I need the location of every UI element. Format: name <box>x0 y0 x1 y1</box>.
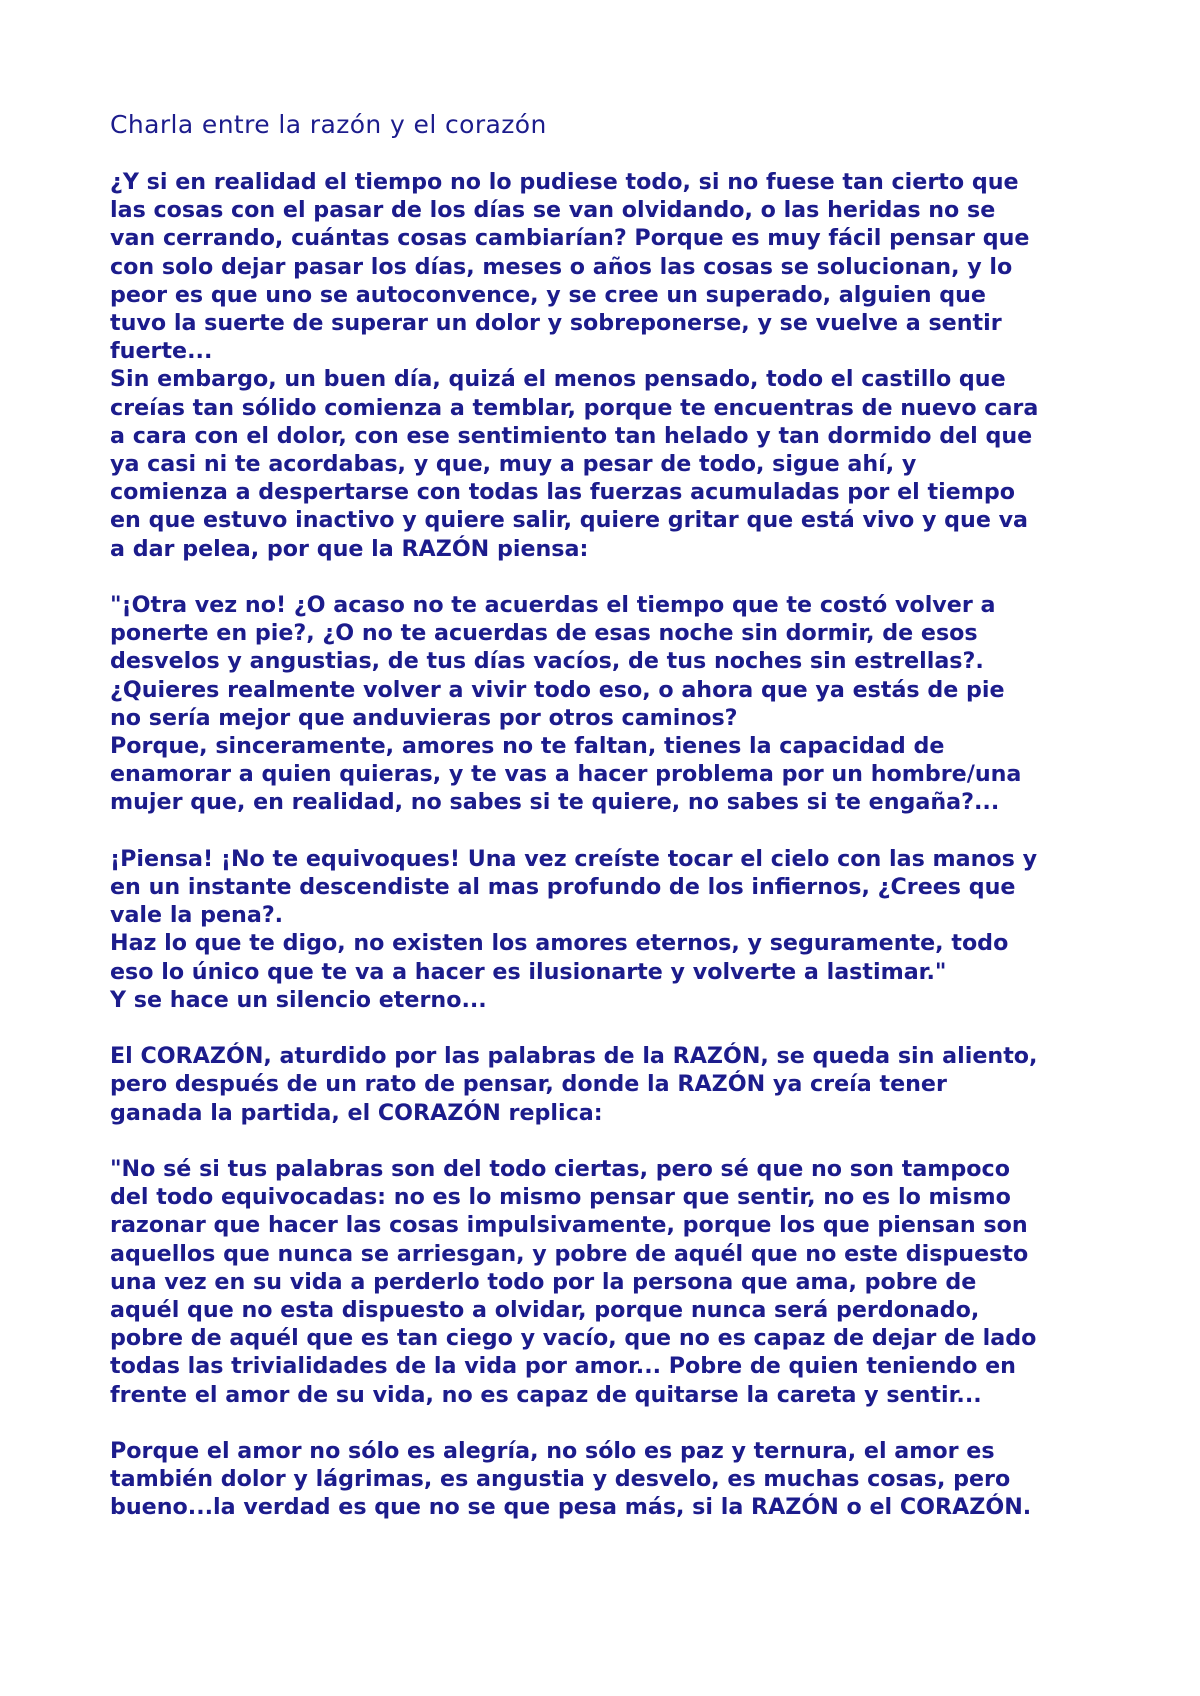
text-line: Porque el amor no sólo es alegría, no sólo es paz y ternura, el amor es <box>110 1438 995 1465</box>
text-line: ¿Quieres realmente volver a vivir todo eso, o ahora que ya estás de pie <box>110 676 1005 703</box>
text-line: las cosas con el pasar de los días se van olvidando, o las heridas no se <box>110 197 996 224</box>
text-line: razonar que hacer las cosas impulsivamente, porque los que piensan son <box>110 1212 1028 1239</box>
text-line: todas las trivialidades de la vida por amor... Pobre de quien teniendo en <box>110 1353 1016 1380</box>
text-line: creías tan sólido comienza a temblar, porque te encuentras de nuevo cara <box>110 394 1039 421</box>
text-line: vale la pena?. <box>110 902 284 929</box>
text-line: fuerte... <box>110 338 213 365</box>
text-line: peor es que uno se autoconvence, y se cree un superado, alguien que <box>110 281 986 308</box>
blank-line <box>110 1409 1160 1437</box>
text-line: Sin embargo, un buen día, quizá el menos pensado, todo el castillo que <box>110 366 1006 393</box>
text-line: aquellos que nunca se arriesgan, y pobre de aquél que no este dispuesto <box>110 1240 1029 1267</box>
text-line: en que estuvo inactivo y quiere salir, quiere gritar que está vivo y que va <box>110 507 1029 534</box>
text-line: comienza a despertarse con todas las fuerzas acumuladas por el tiempo <box>110 479 1015 506</box>
text-line: del todo equivocadas: no es lo mismo pensar que sentir, no es lo mismo <box>110 1184 1011 1211</box>
text-line: frente el amor de su vida, no es capaz de quitarse la careta y sentir... <box>110 1381 982 1408</box>
text-line: a cara con el dolor, con ese sentimiento tan helado y tan dormido del que <box>110 422 1033 449</box>
blank-line <box>110 1014 1160 1042</box>
text-line: Porque, sinceramente, amores no te faltan, tienes la capacidad de <box>110 733 945 760</box>
text-line: mujer que, en realidad, no sabes si te quiere, no sabes si te engaña?... <box>110 789 1000 816</box>
document-body <box>110 168 1160 1522</box>
text-line: aquél que no esta dispuesto a olvidar, porque nunca será perdonado, <box>110 1297 980 1324</box>
text-line: ¿Y si en realidad el tiempo no lo pudiese todo, si no fuese tan cierto que <box>110 169 1019 195</box>
text-line: Y se hace un silencio eterno... <box>110 986 487 1013</box>
blank-line <box>110 817 1160 845</box>
text-line: ¡Piensa! ¡No te equivoques! Una vez creíste tocar el cielo con las manos y <box>110 845 1038 872</box>
text-line: ganada la partida, el CORAZÓN replica: <box>110 1099 603 1126</box>
text-line: una vez en su vida a perderlo todo por la persona que ama, pobre de <box>110 1268 977 1295</box>
text-line: "¡Otra vez no! ¿O acaso no te acuerdas el tiempo que te costó volver a <box>110 592 996 619</box>
text-line: tuvo la suerte de superar un dolor y sobreponerse, y se vuelve a sentir <box>110 310 1002 337</box>
text-line: eso lo único que te va a hacer es ilusionarte y volverte a lastimar." <box>110 958 947 985</box>
text-line: con solo dejar pasar los días, meses o años las cosas se solucionan, y lo <box>110 253 1013 280</box>
text-line: desvelos y angustias, de tus días vacíos, de tus noches sin estrellas?. <box>110 648 984 675</box>
text-line: enamorar a quien quieras, y te vas a hacer problema por un hombre/una <box>110 761 1022 788</box>
text-line: pobre de aquél que es tan ciego y vacío, que no es capaz de dejar de lado <box>110 1325 1037 1352</box>
text-line: ponerte en pie?, ¿O no te acuerdas de esas noche sin dormir, de esos <box>110 620 978 647</box>
text-line: bueno...la verdad es que no se que pesa más, si la RAZÓN o el CORAZÓN. <box>110 1494 1032 1521</box>
document-title: Charla entre la razón y el corazón <box>110 110 547 139</box>
text-line: ya casi ni te acordabas, y que, muy a pesar de todo, sigue ahí, y <box>110 451 917 478</box>
text-line: van cerrando, cuántas cosas cambiarían? Porque es muy fácil pensar que <box>110 225 1030 252</box>
text-line: a dar pelea, por que la RAZÓN piensa: <box>110 535 589 562</box>
text-line: Haz lo que te digo, no existen los amores eternos, y seguramente, todo <box>110 930 1009 957</box>
text-line: "No sé si tus palabras son del todo ciertas, pero sé que no son tampoco <box>110 1156 1010 1183</box>
text-line: pero después de un rato de pensar, donde la RAZÓN ya creía tener <box>110 1071 947 1098</box>
text-line: El CORAZÓN, aturdido por las palabras de la RAZÓN, se queda sin aliento, <box>110 1043 1038 1070</box>
text-line: no sería mejor que anduvieras por otros caminos? <box>110 704 738 731</box>
text-line: en un instante descendiste al mas profundo de los infiernos, ¿Crees que <box>110 874 1016 901</box>
blank-line <box>110 1127 1160 1155</box>
blank-line <box>110 563 1160 591</box>
document-page <box>110 108 1160 1522</box>
text-line: también dolor y lágrimas, es angustia y desvelo, es muchas cosas, pero <box>110 1466 1011 1493</box>
